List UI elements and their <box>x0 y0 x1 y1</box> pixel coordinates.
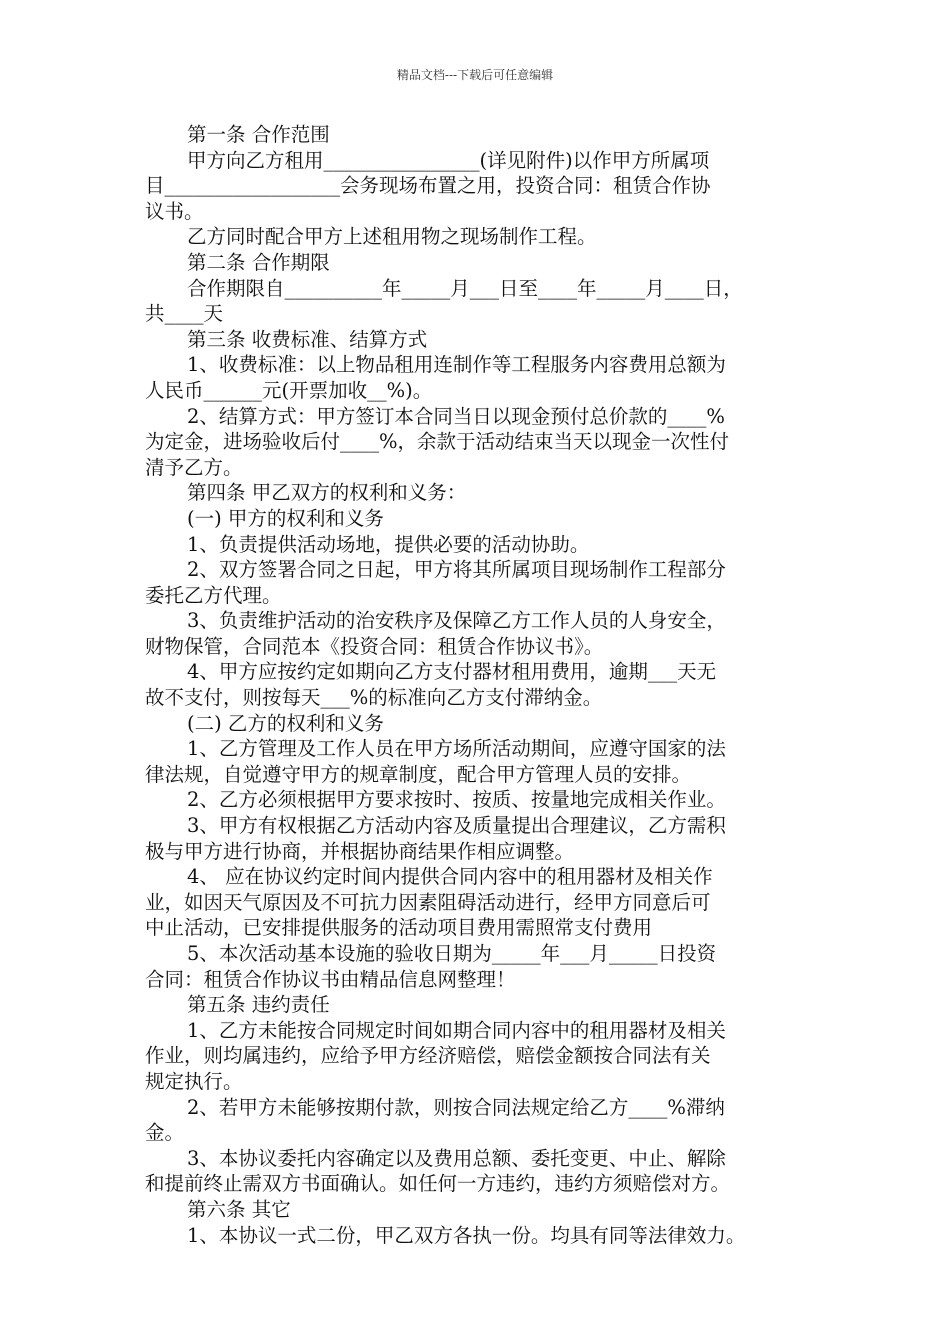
text-line: 甲方向乙方租用________________(详见附件)以作甲方所属项 <box>187 148 710 172</box>
text-line: 故不支付，则按每天___%的标准向乙方支付滞纳金。 <box>145 686 603 710</box>
text-line: 3、负责维护活动的治安秩序及保障乙方工作人员的人身安全， <box>187 609 726 633</box>
text-line: 作业，则均属违约，应给予甲方经济赔偿，赔偿金额按合同法有关 <box>145 1044 711 1068</box>
text-line: 1、收费标准：以上物品租用连制作等工程服务内容费用总额为 <box>187 353 726 377</box>
text-line: 1、乙方未能按合同规定时间如期合同内容中的租用器材及相关 <box>187 1018 726 1042</box>
text-line: (一) 甲方的权利和义务 <box>187 506 384 530</box>
text-line: 律法规，自觉遵守甲方的规章制度，配合甲方管理人员的安排。 <box>145 762 692 786</box>
text-line: 财物保管，合同范本《投资合同：租赁合作协议书》。 <box>145 634 604 658</box>
text-line: 2、若甲方未能够按期付款，则按合同法规定给乙方____%滞纳 <box>187 1095 725 1119</box>
text-line: 1、乙方管理及工作人员在甲方场所活动期间，应遵守国家的法 <box>187 737 726 761</box>
text-line: 第五条 违约责任 <box>187 993 330 1017</box>
text-line: 为定金，进场验收后付____%，余款于活动结束当天以现金一次性付 <box>145 430 730 454</box>
text-line: 业，如因天气原因及不可抗力因素阻碍活动进行，经甲方同意后可 <box>145 890 711 914</box>
text-line: 金。 <box>145 1121 185 1145</box>
text-line: 第六条 其它 <box>187 1197 291 1221</box>
text-line: 1、负责提供活动场地，提供必要的活动协助。 <box>187 532 590 556</box>
text-line: 4、 应在协议约定时间内提供合同内容中的租用器材及相关作 <box>187 865 713 889</box>
text-line: 2、双方签署合同之日起，甲方将其所属项目现场制作工程部分 <box>187 558 726 582</box>
text-line: (二) 乙方的权利和义务 <box>187 711 384 735</box>
text-line: 3、本协议委托内容确定以及费用总额、委托变更、中止、解除 <box>187 1146 726 1170</box>
text-line: 第三条 收费标准、结算方式 <box>187 327 428 351</box>
text-line: 议书。 <box>145 199 204 223</box>
text-line: 乙方同时配合甲方上述租用物之现场制作工程。 <box>187 225 597 249</box>
text-line: 委托乙方代理。 <box>145 583 282 607</box>
text-line: 极与甲方进行协商，并根据协商结果作相应调整。 <box>145 839 575 863</box>
text-line: 人民币______元(开票加收__%)。 <box>145 378 433 402</box>
text-line: 4、甲方应按约定如期向乙方支付器材租用费用，逾期___天无 <box>187 660 717 684</box>
text-line: 5、本次活动基本设施的验收日期为_____年___月_____日投资 <box>187 942 717 965</box>
text-line: 和提前终止需双方书面确认。如任何一方违约，违约方须赔偿对方。 <box>145 1172 731 1196</box>
text-line: 合同：租赁合作协议书由精品信息网整理！ <box>145 967 516 991</box>
text-line: 清予乙方。 <box>145 455 243 479</box>
text-line: 2、乙方必须根据甲方要求按时、按质、按量地完成相关作业。 <box>187 788 726 812</box>
text-line: 规定执行。 <box>145 1069 243 1093</box>
text-line: 目__________________会务现场布置之用，投资合同：租赁合作协 <box>145 174 711 198</box>
text-line: 中止活动，已安排提供服务的活动项目费用需照常支付费用 <box>145 916 653 940</box>
text-line: 1、本协议一式二份，甲乙双方各执一份。均具有同等法律效力。 <box>187 1223 746 1247</box>
document-body <box>145 122 817 1248</box>
text-line: 第一条 合作范围 <box>187 123 330 146</box>
page-header: 精品文档---下载后可任意编辑 <box>396 68 554 82</box>
text-line: 第四条 甲乙双方的权利和义务： <box>187 481 467 505</box>
text-line: 共____天 <box>145 302 224 326</box>
text-line: 第二条 合作期限 <box>187 250 330 274</box>
text-line: 合作期限自__________年_____月___日至____年_____月____日， <box>187 276 743 300</box>
text-line: 3、甲方有权根据乙方活动内容及质量提出合理建议，乙方需积 <box>187 814 726 838</box>
text-line: 2、结算方式：甲方签订本合同当日以现金预付总价款的____% <box>187 404 725 428</box>
